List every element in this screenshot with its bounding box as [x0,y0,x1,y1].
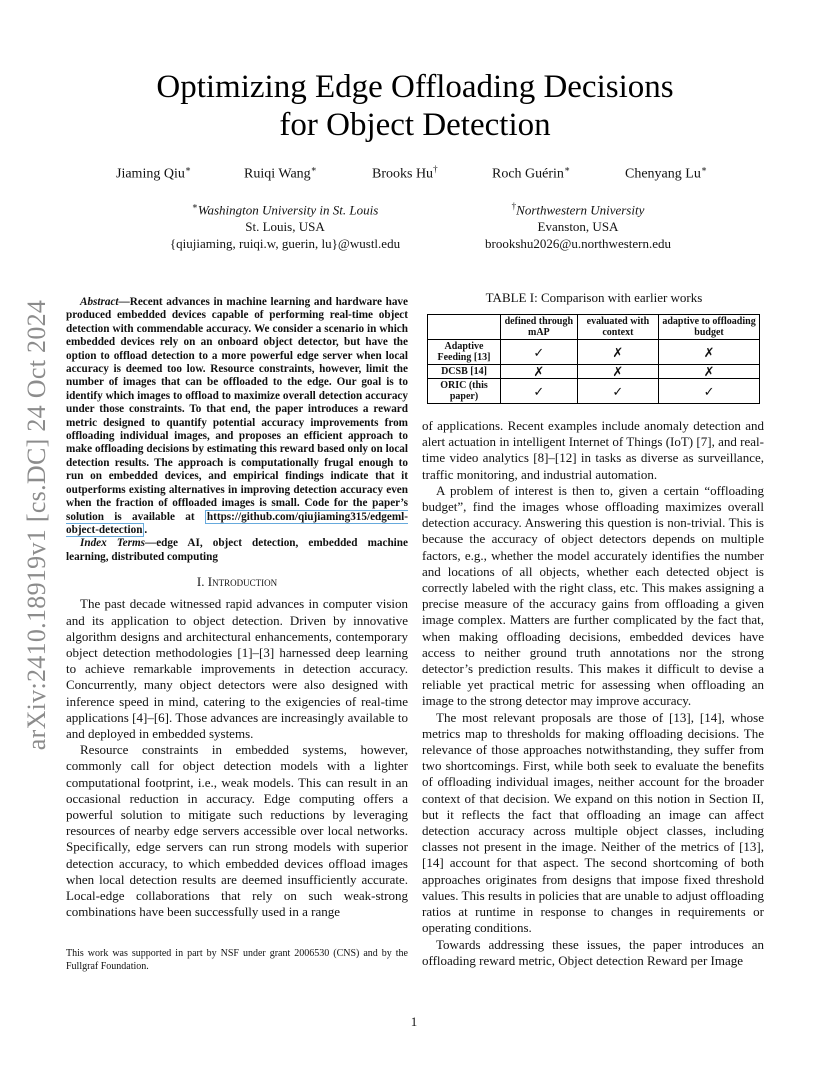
funding-footnote: This work was supported in part by NSF under grant 2006530 (CNS) and by the Fullgraf Foundation. [66,948,408,972]
table-header-cell: adaptive to offloading budget [659,315,760,340]
table-cell: ✗ [577,340,658,365]
table-row-label: Adaptive Feeding [13] [428,340,501,365]
table-cell: ✓ [501,379,578,404]
author-3: Brooks Hu† [372,164,438,182]
author-1: Jiaming Qiu∗ [116,164,191,182]
table-cell: ✗ [659,365,760,379]
intro-paragraph-2: Resource constraints in embedded systems, however, commonly call for object detection models with a lighter computational footprint, i.e., weak models. This can result in an occasional reduction in accuracy. Edge computing offers a powerful solution to mitigate such reductions by leveraging resources of nearby edge servers accessible over local networks. Specifically, edge servers can run strong models with superior detection accuracy, to which embedded devices offload images when local detection results are deemed insufficiently accurate. Local-edge collaborations that rely on such weak-strong combinations have been successfully used in a range [66,742,408,920]
table-caption: TABLE I: Comparison with earlier works [485,290,703,305]
code-link[interactable]: https://github.com/qiujiaming315/edgeml-object-detection [66,510,408,536]
table-header-cell: defined through mAP [501,315,578,340]
table-row [428,379,760,404]
abstract-label: Abstract [80,296,119,308]
affiliation-email: {qiujiaming, ruiqi.w, guerin, lu}@wustl.edu [169,236,401,252]
table-cell: ✓ [501,340,578,365]
author-5: Chenyang Lu∗ [625,164,707,182]
table-header-cell [428,315,501,340]
abstract: Abstract—Recent advances in machine learning and hardware have produced embedded devices capable of performing real-time object detection with commendable accuracy. We consider a scenario in which embedded devices rely on an onboard object detector, but have the option to offload detection to a more powerful edge server when local accuracy is deemed too low. Resource constraints, however, limit the number of images that can be offloaded to the edge. Our goal is to identify which images to offload to maximize overall detection accuracy under those constraints. To that end, the paper introduces a reward metric designed to quantify potential accuracy improvements from offloading individual images, and proposes an efficient approach to make offloading decisions by estimating this reward based only on local detection results. The approach is computationally frugal enough to run on embedded devices, and empirical findings indicate that it outperforms existing alternatives in improving detection accuracy even when the fraction of offloaded images is small. Code for the paper’s solution is available at https://github.com/qiujiaming315/edgeml-object-detection . [66,296,408,536]
affiliation-name: Northwestern University [516,202,645,218]
body-paragraph-4: Towards addressing these issues, the paper introduces an offloading reward metric, Object detection Reward per Image [422,936,764,968]
table-cell: ✗ [577,365,658,379]
table-cell: ✓ [577,379,658,404]
affiliation-name: Washington University in St. Louis [197,202,379,218]
paper-title [100,68,730,144]
table-cell: ✗ [501,365,578,379]
index-terms-label: Index Terms [80,537,145,550]
title-line-1: Optimizing Edge Offloading Decisions [156,69,674,105]
table-row-label: DCSB [14] [428,365,501,379]
index-terms-text: —edge AI, object detection, embedded machine learning, distributed computing [66,537,408,563]
right-column [422,418,764,969]
title-line-2: for Object Detection [279,107,551,143]
affiliation-email: brookshu2026@u.northwestern.edu [485,236,671,252]
body-paragraph-3: The most relevant proposals are those of [13], [14], whose metrics map to thresholds for making offloading decisions. The relevance of those approaches notwithstanding, they suffer from two shortcomings. First, while both seek to evaluate the benefits of offloading individual images, neither account for the broader context of that decision. We expand on this notion in Section II, but it reflects the fact that offloading an image can affect detection accuracy across multiple object classes, including classes not present in the image. Neither of the metrics of [13], [14] account for that aspect. The second shortcoming of both approaches originates from designs that impose fixed threshold values. This results in policies that are unable to adjust offloading ratios at runtime in response to changes in requirements or operating conditions. [422,709,764,936]
table-row-label: ORIC (this paper) [428,379,501,404]
table-cell: ✗ [659,340,760,365]
table-header-row [428,315,760,340]
page-number: 1 [410,1014,418,1029]
body-paragraph-1: of applications. Recent examples include anomaly detection and alert actuation in intelligent Internet of Things (IoT) [7], and real-time video analytics [8]–[12] in tasks as diverse as surveillance, traffic monitoring, and industrial automation. [422,418,764,482]
intro-paragraph-1: The past decade witnessed rapid advances in computer vision and its application to object detection. Driven by innovative algorithm designs and architectural enhancements, contemporary object detection methodologies [1]–[3] harnessed deep learning to achieve remarkable improvements in detection accuracy. Concurrently, many object detectors were also designed with inference speed in mind, catering to the exigencies of real-time applications [4]–[6]. Those advances are increasingly available to and deployed in embedded systems. [66,596,408,741]
section-heading-introduction: I. Introduction [196,574,278,590]
table-cell: ✓ [659,379,760,404]
index-terms [66,537,408,564]
affiliation-northwestern: †Northwestern University Evanston, USA brookshu2026@u.northwestern.edu [428,198,728,252]
affiliation-place: St. Louis, USA [245,219,325,235]
left-column [66,296,408,920]
abstract-text: —Recent advances in machine learning and hardware have produced embedded devices capable of performing real-time object detection with commendable accuracy. We consider a scenario in which embedded devices rely on an onboard object detector, but have the option to offload detection to a more powerful edge server when local accuracy is deemed too low. Resource constraints, however, limit the number of images that can be offloaded to the edge. Our goal is to identify which images to offload to maximize overall detection accuracy under those constraints. To that end, the paper introduces a reward metric designed to quantify potential accuracy improvements from offloading individual images, and proposes an efficient approach to make offloading decisions by estimating this reward based only on local detection results. The approach is computationally frugal enough to run on embedded devices, and empirical findings indicate that it outperforms existing alternatives in improving detection accuracy even when the fraction of offloaded images is small. Code for the paper’s solution is available at [66,296,408,523]
arxiv-id-text: arXiv:2410.18919v1 [cs.DC] 24 Oct 2024 [22,299,51,751]
table-header-cell: evaluated with context [577,315,658,340]
affiliation-washu: ∗Washington University in St. Louis St. Louis, USA {qiujiaming, ruiqi.w, guerin, lu}@wustl.edu [135,198,435,252]
author-4: Roch Guérin∗ [492,164,571,182]
arxiv-sidebar-stamp [22,290,52,760]
author-2: Ruiqi Wang∗ [244,164,317,182]
comparison-table [427,314,760,404]
table-row [428,340,760,365]
table-row [428,365,760,379]
affiliation-place: Evanston, USA [537,219,619,235]
body-paragraph-2: A problem of interest is then to, given a certain “offloading budget”, find the images whose offloading maximizes overall detection accuracy. Answering this question is non-trivial. This is because the accuracy of object detectors depends on multiple factors, e.g., whether the model accurately identifies the number and locations of all objects, whether each detected object is correctly labeled with the right class, etc. This makes assigning a precise measure of the accuracy gains from offloading a given image complex. Matters are further complicated by the fact that, when making offloading decisions, embedded devices have access to neither ground truth annotations nor the strong detector’s prediction results. This makes it difficult to devise a reliable yet practical metric for assessing when offloading an image to the strong detector may improve accuracy. [422,482,764,709]
